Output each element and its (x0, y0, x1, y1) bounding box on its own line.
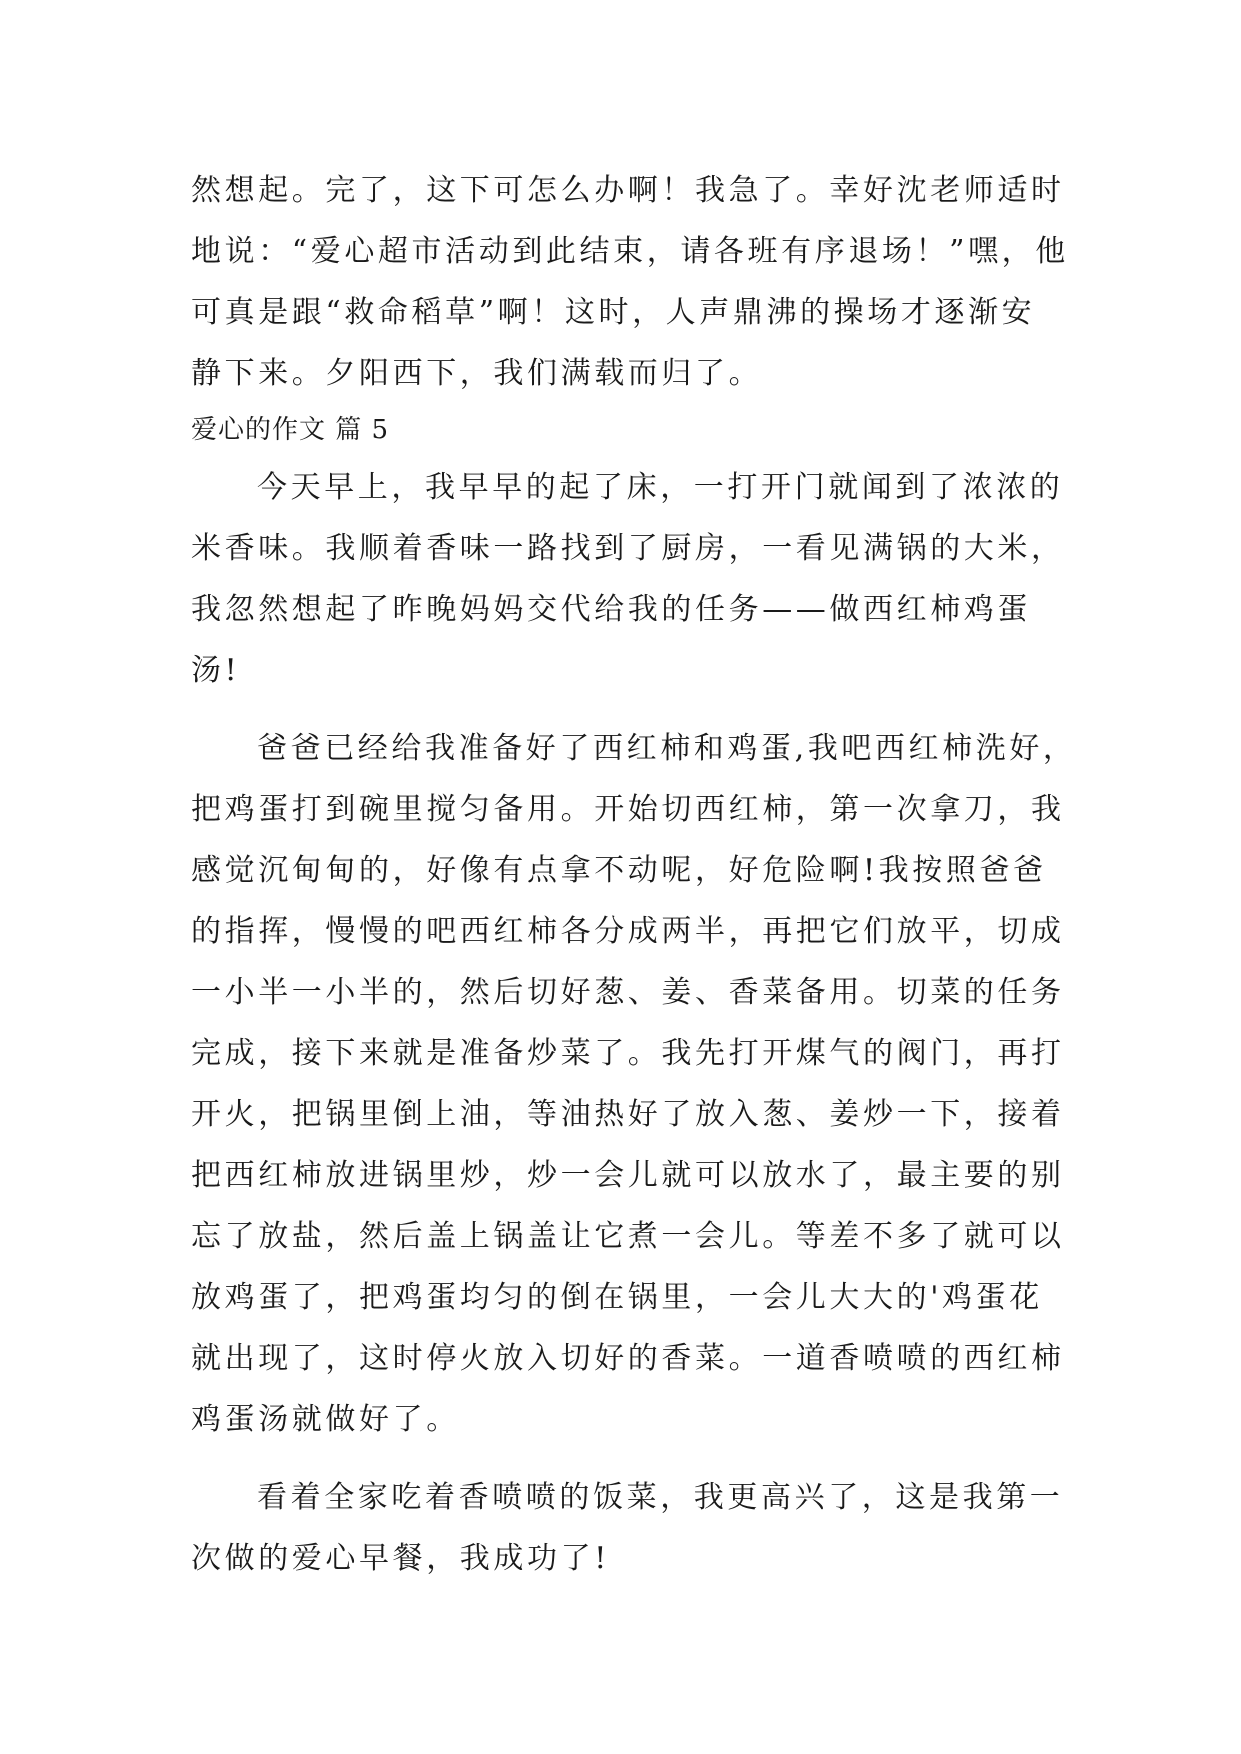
text-line: 完成，接下来就是准备炒菜了。我先打开煤气的阀门，再打 (191, 1036, 1065, 1071)
document-body (191, 160, 1077, 1589)
text-line: 一小半一小半的，然后切好葱、姜、香菜备用。切菜的任务 (191, 975, 1065, 1010)
text-line: 感觉沉甸甸的，好像有点拿不动呢，好危险啊!我按照爸爸 (191, 853, 1047, 888)
text-line: 汤! (191, 653, 241, 688)
text-line: 地说：“爱心超市活动到此结束，请各班有序退场！”嘿，他 (191, 234, 1069, 269)
paragraph-spacer (191, 1450, 1057, 1467)
text-line: 我忽然想起了昨晚妈妈交代给我的任务——做西红柿鸡蛋 (191, 592, 1031, 627)
text-line: 爸爸已经给我准备好了西红柿和鸡蛋,我吧西红柿洗好， (257, 731, 1077, 766)
text-line: 鸡蛋汤就做好了。 (191, 1402, 460, 1437)
text-line: 开火，把锅里倒上油，等油热好了放入葱、姜炒一下，接着 (191, 1097, 1065, 1132)
text-line: 把西红柿放进锅里炒，炒一会儿就可以放水了，最主要的别 (191, 1158, 1065, 1193)
paragraph-3 (191, 1467, 1064, 1589)
paragraph-spacer (191, 701, 1057, 718)
text-line: 看着全家吃着香喷喷的饭菜，我更高兴了，这是我第一 (257, 1480, 1064, 1515)
text-line: 把鸡蛋打到碗里搅匀备用。开始切西红柿，第一次拿刀，我 (191, 792, 1065, 827)
section-title: 爱心的作文 篇 5 (191, 415, 390, 445)
text-line: 今天早上，我早早的起了床，一打开门就闻到了浓浓的 (257, 470, 1064, 505)
text-line: 忘了放盐，然后盖上锅盖让它煮一会儿。等差不多了就可以 (191, 1219, 1065, 1254)
text-line: 的指挥，慢慢的吧西红柿各分成两半，再把它们放平，切成 (191, 914, 1065, 949)
intro-paragraph (191, 160, 1069, 404)
text-line: 放鸡蛋了，把鸡蛋均匀的倒在锅里，一会儿大大的'鸡蛋花 (191, 1280, 1043, 1315)
text-line: 可真是跟“救命稻草”啊！这时，人声鼎沸的操场才逐渐安 (191, 295, 1036, 330)
paragraph-1 (191, 457, 1065, 701)
text-line: 就出现了，这时停火放入切好的香菜。一道香喷喷的西红柿 (191, 1341, 1065, 1376)
paragraph-2 (191, 718, 1077, 1450)
text-line: 次做的爱心早餐，我成功了! (191, 1541, 610, 1576)
text-line: 静下来。夕阳西下，我们满载而归了。 (191, 356, 763, 391)
text-line: 然想起。完了，这下可怎么办啊！我急了。幸好沈老师适时 (191, 173, 1065, 208)
text-line: 米香味。我顺着香味一路找到了厨房，一看见满锅的大米， (191, 531, 1065, 566)
